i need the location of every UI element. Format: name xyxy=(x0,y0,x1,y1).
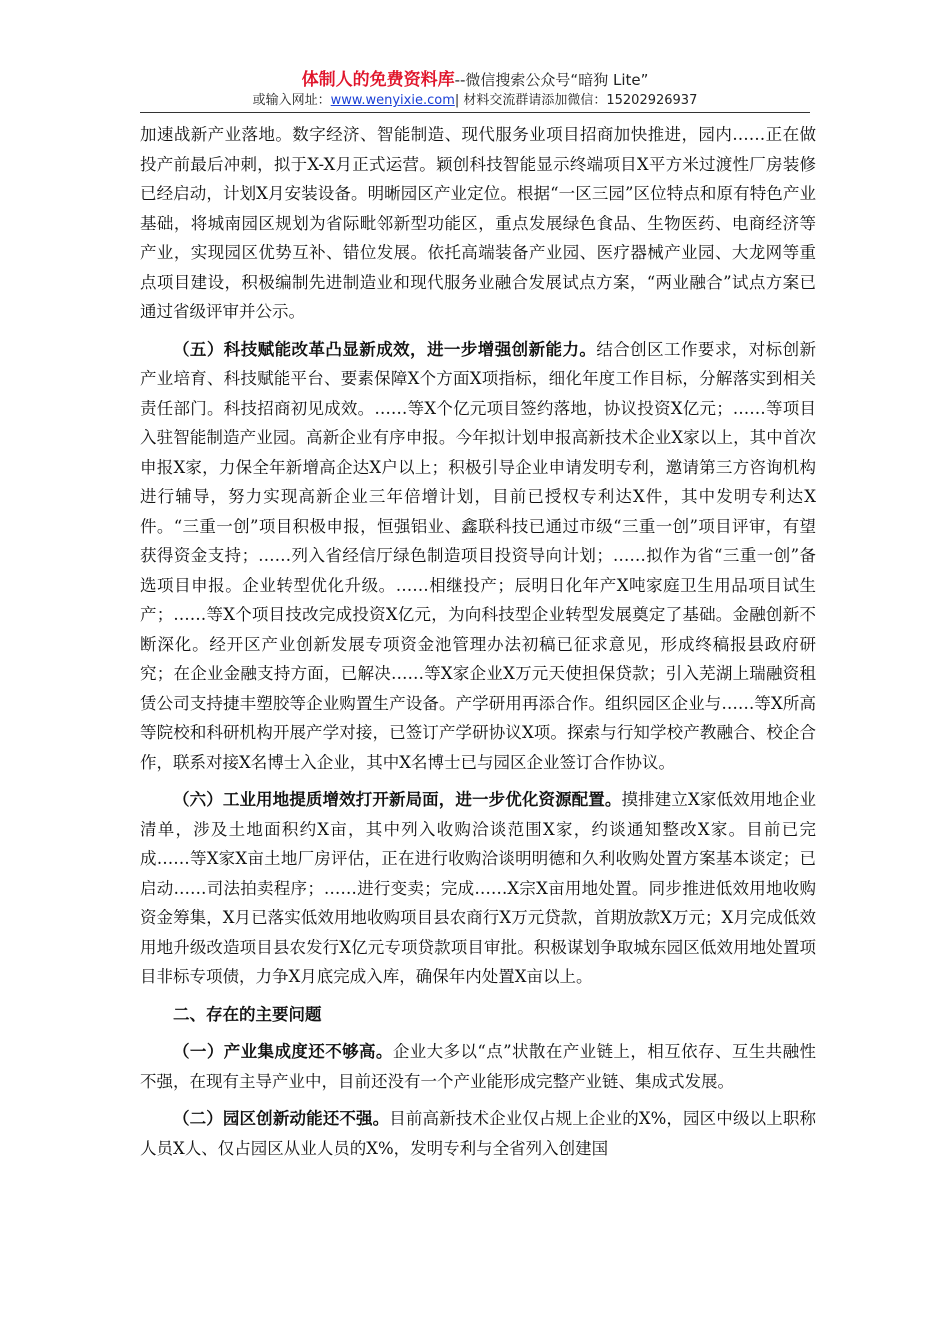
header-tagline: --微信搜索公众号“暗狗 Lite” xyxy=(454,71,649,89)
paragraph-heading: （六）工业用地提质增效打开新局面，进一步优化资源配置。 xyxy=(173,790,622,809)
header-contact-line xyxy=(0,92,950,110)
paragraph-text: 企业大多以“点”状散在产业链上，相互依存、互生共融性不强，在现有主导产业中，目前还没有一个产业能形成完整产业链、集成式发展。 xyxy=(140,1042,817,1091)
section-heading-problems: 二、存在的主要问题 xyxy=(173,1004,322,1024)
paragraph-heading: （一）产业集成度还不够高。 xyxy=(173,1042,393,1061)
paragraph-industry: 加速战新产业落地。数字经济、智能制造、现代服务业项目招商加快推进，园内……正在做投产前最后冲刺，拟于X-X月正式运营。颖创科技智能显示终端项目X平方米过渡性厂房装修已经启动，计划X月安装设备。明晰园区产业定位。根据“一区三园”区位特点和原有特色产业基础，将城南园区规划为省际毗邻新型功能区，重点发展绿色食品、生物医药、电商经济等产业，实现园区优势互补、错位发展。依托高端装备产业园、医疗器械产业园、大龙网等重点项目建设，积极编制先进制造业和现代服务业融合发展试点方案，“两业融合”试点方案已通过省级评审并公示。 xyxy=(140,125,816,321)
paragraph-problem-1 xyxy=(140,1037,816,1096)
paragraph-text: 摸排建立X家低效用地企业清单，涉及土地面积约X亩，其中列入收购洽谈范围X家，约谈通知整改X家。目前已完成……等X家X亩土地厂房评估，正在进行收购洽谈明明德和久利收购处置方案基本谈定；已启动……司法拍卖程序；……进行变卖；完成……X宗X亩用地处置。同步推进低效用地收购资金筹集，X月已落实低效用地收购项目县农商行X万元贷款，首期放款X万元；X月完成低效用地升级改造项目县农发行X亿元专项贷款项目审批。积极谋划争取城东园区低效用地处置项目非标专项债，力争X月底完成入库，确保年内处置X亩以上。 xyxy=(140,790,817,986)
url-prefix: 或输入网址： xyxy=(252,93,331,108)
header-title-line xyxy=(0,70,950,90)
paragraph-text: 结合创区工作要求，对标创新产业培育、科技赋能平台、要素保障X个方面X项指标，细化年度工作目标，分解落实到相关责任部门。科技招商初见成效。……等X个亿元项目签约落地，协议投资X亿元；……等项目入驻智能制造产业园。高新企业有序申报。今年拟计划申报高新技术企业X家以上，其中首次申报X家，力保全年新增高企达X户以上；积极引导企业申请发明专利，邀请第三方咨询机构进行辅导，努力实现高新企业三年倍增计划，目前已授权专利达X件，其中发明专利达X件。“三重一创”项目积极申报，恒强铝业、鑫联科技已通过市级“三重一创”项目评审，有望获得资金支持；……列入省经信厅绿色制造项目投资导向计划；……拟作为省“三重一创”备选项目申报。企业转型优化升级。……相继投产；辰明日化年产X吨家庭卫生用品项目试生产；……等X个项目技改完成投资X亿元，为向科技型企业转型发展奠定了基础。金融创新不断深化。经开区产业创新发展专项资金池管理办法初稿已征求意见，形成终稿报县政府研究；在企业金融支持方面，已解决……等X家企业X万元天使担保贷款；引入芜湖上瑞融资租赁公司支持捷丰塑胶等企业购置生产设备。产学研用再添合作。组织园区企业与……等X所高等院校和科研机构开展产学对接，已签订产学研协议X项。探索与行知学校产教融合、校企合作，联系对接X名博士入企业，其中X名博士已与园区企业签订合作协议。 xyxy=(140,339,817,772)
brand-title: 体制人的免费资料库 xyxy=(301,70,455,90)
paragraph-problem-2 xyxy=(140,1104,816,1163)
page-header xyxy=(0,70,950,110)
paragraph-tech xyxy=(140,335,816,778)
website-link[interactable]: www.wenyixie.com xyxy=(330,93,455,108)
header-divider xyxy=(140,112,810,113)
paragraph-land xyxy=(140,785,816,992)
document-body xyxy=(140,120,816,1171)
paragraph-heading: （五）科技赋能改革凸显新成效，进一步增强创新能力。 xyxy=(173,339,597,359)
paragraph-heading: （二）园区创新动能还不强。 xyxy=(173,1109,390,1128)
paragraph-text: 目前高新技术企业仅占规上企业的X%，园区中级以上职称人员X人、仅占园区从业人员的X%，发明专利与全省列入创建国 xyxy=(140,1109,816,1158)
contact-info: | 材料交流群请添加微信：15202926937 xyxy=(454,93,698,108)
